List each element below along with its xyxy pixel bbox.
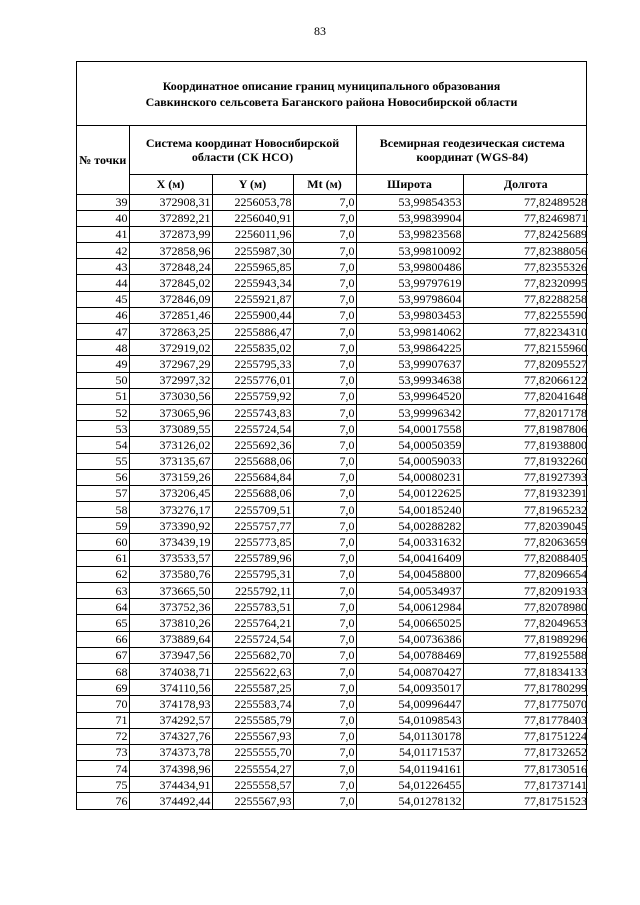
cell-y: 2255585,79 [212, 712, 293, 728]
cell-point-no: 48 [77, 340, 129, 356]
cell-x: 373947,56 [129, 647, 212, 663]
cell-point-no: 68 [77, 663, 129, 679]
cell-point-no: 76 [77, 793, 129, 809]
cell-x: 373206,45 [129, 485, 212, 501]
cell-y: 2255709,51 [212, 502, 293, 518]
cell-longitude: 77,81932391 [463, 485, 588, 501]
cell-y: 2255682,70 [212, 647, 293, 663]
cell-point-no: 59 [77, 518, 129, 534]
cell-mt: 7,0 [293, 469, 356, 485]
cell-latitude: 54,00122625 [356, 485, 463, 501]
cell-latitude: 53,99864225 [356, 340, 463, 356]
cell-longitude: 77,81989296 [463, 631, 588, 647]
table-row [77, 307, 588, 323]
cell-y: 2255692,36 [212, 437, 293, 453]
cell-longitude: 77,82388056 [463, 243, 588, 259]
cell-point-no: 51 [77, 388, 129, 404]
table-row [77, 340, 588, 356]
cell-latitude: 54,00017558 [356, 421, 463, 437]
cell-y: 2255757,77 [212, 518, 293, 534]
cell-point-no: 70 [77, 696, 129, 712]
cell-y: 2255587,25 [212, 680, 293, 696]
cell-mt: 7,0 [293, 583, 356, 599]
cell-x: 374492,44 [129, 793, 212, 809]
cell-mt: 7,0 [293, 550, 356, 566]
cell-y: 2255743,83 [212, 404, 293, 420]
cell-mt: 7,0 [293, 534, 356, 550]
cell-x: 373580,76 [129, 566, 212, 582]
cell-x: 372892,21 [129, 210, 212, 226]
table-row [77, 663, 588, 679]
cell-mt: 7,0 [293, 243, 356, 259]
cell-y: 2255792,11 [212, 583, 293, 599]
cell-y: 2255835,02 [212, 340, 293, 356]
cell-y: 2255789,96 [212, 550, 293, 566]
cell-longitude: 77,81730516 [463, 761, 588, 777]
cell-x: 373159,26 [129, 469, 212, 485]
cell-point-no: 66 [77, 631, 129, 647]
cell-latitude: 54,00331632 [356, 534, 463, 550]
cell-mt: 7,0 [293, 761, 356, 777]
cell-point-no: 55 [77, 453, 129, 469]
cell-mt: 7,0 [293, 226, 356, 242]
cell-longitude: 77,81751224 [463, 728, 588, 744]
cell-y: 2256011,96 [212, 226, 293, 242]
cell-y: 2255558,57 [212, 777, 293, 793]
cell-mt: 7,0 [293, 680, 356, 696]
cell-latitude: 53,99797619 [356, 275, 463, 291]
cell-latitude: 53,99803453 [356, 307, 463, 323]
cell-y: 2255764,21 [212, 615, 293, 631]
header-mt: Mt (м) [293, 174, 356, 194]
cell-latitude: 53,99839904 [356, 210, 463, 226]
cell-mt: 7,0 [293, 388, 356, 404]
table-body [77, 194, 588, 809]
cell-latitude: 54,01226455 [356, 777, 463, 793]
cell-longitude: 77,81987806 [463, 421, 588, 437]
cell-point-no: 60 [77, 534, 129, 550]
cell-y: 2255554,27 [212, 761, 293, 777]
coordinates-table [77, 126, 588, 809]
cell-x: 373752,36 [129, 599, 212, 615]
cell-x: 372858,96 [129, 243, 212, 259]
cell-point-no: 63 [77, 583, 129, 599]
table-row [77, 243, 588, 259]
cell-longitude: 77,82088405 [463, 550, 588, 566]
cell-x: 374434,91 [129, 777, 212, 793]
cell-latitude: 54,00050359 [356, 437, 463, 453]
cell-y: 2255684,84 [212, 469, 293, 485]
cell-longitude: 77,82095527 [463, 356, 588, 372]
cell-mt: 7,0 [293, 615, 356, 631]
table-row [77, 324, 588, 340]
cell-mt: 7,0 [293, 404, 356, 420]
cell-point-no: 72 [77, 728, 129, 744]
cell-point-no: 54 [77, 437, 129, 453]
cell-mt: 7,0 [293, 340, 356, 356]
cell-y: 2256053,78 [212, 194, 293, 210]
cell-longitude: 77,82017178 [463, 404, 588, 420]
cell-longitude: 77,81751523 [463, 793, 588, 809]
table-row [77, 388, 588, 404]
cell-point-no: 53 [77, 421, 129, 437]
table-row [77, 469, 588, 485]
table-row [77, 696, 588, 712]
table-row [77, 550, 588, 566]
cell-latitude: 54,00534937 [356, 583, 463, 599]
cell-latitude: 54,00870427 [356, 663, 463, 679]
cell-point-no: 71 [77, 712, 129, 728]
cell-mt: 7,0 [293, 728, 356, 744]
cell-latitude: 54,01098543 [356, 712, 463, 728]
cell-latitude: 54,00080231 [356, 469, 463, 485]
cell-point-no: 74 [77, 761, 129, 777]
cell-mt: 7,0 [293, 421, 356, 437]
cell-longitude: 77,82320995 [463, 275, 588, 291]
cell-longitude: 77,81965232 [463, 502, 588, 518]
cell-mt: 7,0 [293, 631, 356, 647]
cell-latitude: 53,99814062 [356, 324, 463, 340]
cell-x: 372848,24 [129, 259, 212, 275]
cell-point-no: 56 [77, 469, 129, 485]
cell-longitude: 77,81732652 [463, 744, 588, 760]
cell-longitude: 77,82255590 [463, 307, 588, 323]
cell-point-no: 41 [77, 226, 129, 242]
cell-y: 2255900,44 [212, 307, 293, 323]
cell-latitude: 54,00185240 [356, 502, 463, 518]
cell-longitude: 77,82355326 [463, 259, 588, 275]
cell-mt: 7,0 [293, 566, 356, 582]
cell-x: 373276,17 [129, 502, 212, 518]
cell-point-no: 39 [77, 194, 129, 210]
cell-latitude: 54,00458800 [356, 566, 463, 582]
table-row [77, 583, 588, 599]
cell-longitude: 77,82234310 [463, 324, 588, 340]
cell-x: 374038,71 [129, 663, 212, 679]
cell-x: 373089,55 [129, 421, 212, 437]
table-row [77, 259, 588, 275]
table-row [77, 615, 588, 631]
cell-latitude: 54,01130178 [356, 728, 463, 744]
cell-x: 372863,25 [129, 324, 212, 340]
cell-point-no: 46 [77, 307, 129, 323]
cell-x: 372967,29 [129, 356, 212, 372]
table-row [77, 793, 588, 809]
header-y: Y (м) [212, 174, 293, 194]
cell-mt: 7,0 [293, 291, 356, 307]
document-title [77, 62, 586, 126]
table-row [77, 275, 588, 291]
cell-y: 2255688,06 [212, 485, 293, 501]
cell-x: 373135,67 [129, 453, 212, 469]
header-system-local: Система координат Новосибирской области (СК НСО) [129, 126, 356, 174]
cell-mt: 7,0 [293, 485, 356, 501]
header-system-wgs: Всемирная геодезическая система координат (WGS-84) [356, 126, 588, 174]
cell-longitude: 77,81778403 [463, 712, 588, 728]
cell-point-no: 65 [77, 615, 129, 631]
table-row [77, 291, 588, 307]
cell-y: 2255555,70 [212, 744, 293, 760]
cell-point-no: 67 [77, 647, 129, 663]
cell-mt: 7,0 [293, 453, 356, 469]
table-row [77, 404, 588, 420]
cell-mt: 7,0 [293, 777, 356, 793]
cell-x: 372845,02 [129, 275, 212, 291]
cell-x: 373030,56 [129, 388, 212, 404]
cell-longitude: 77,82469871 [463, 210, 588, 226]
table-row [77, 453, 588, 469]
cell-x: 373439,19 [129, 534, 212, 550]
cell-y: 2255776,01 [212, 372, 293, 388]
cell-point-no: 50 [77, 372, 129, 388]
cell-mt: 7,0 [293, 324, 356, 340]
header-latitude: Широта [356, 174, 463, 194]
table-row [77, 518, 588, 534]
cell-mt: 7,0 [293, 793, 356, 809]
cell-latitude: 54,01278132 [356, 793, 463, 809]
cell-point-no: 42 [77, 243, 129, 259]
table-row [77, 421, 588, 437]
cell-latitude: 54,00788469 [356, 647, 463, 663]
table-row [77, 728, 588, 744]
cell-mt: 7,0 [293, 663, 356, 679]
cell-point-no: 57 [77, 485, 129, 501]
cell-y: 2255724,54 [212, 421, 293, 437]
cell-x: 373533,57 [129, 550, 212, 566]
cell-longitude: 77,81925588 [463, 647, 588, 663]
cell-y: 2255688,06 [212, 453, 293, 469]
cell-longitude: 77,82063659 [463, 534, 588, 550]
cell-mt: 7,0 [293, 259, 356, 275]
cell-latitude: 53,99996342 [356, 404, 463, 420]
cell-y: 2255795,33 [212, 356, 293, 372]
cell-point-no: 49 [77, 356, 129, 372]
cell-x: 372851,46 [129, 307, 212, 323]
cell-longitude: 77,82049653 [463, 615, 588, 631]
cell-y: 2255583,74 [212, 696, 293, 712]
header-longitude: Долгота [463, 174, 588, 194]
table-row [77, 372, 588, 388]
cell-point-no: 47 [77, 324, 129, 340]
cell-point-no: 75 [77, 777, 129, 793]
cell-latitude: 53,99907637 [356, 356, 463, 372]
cell-y: 2255773,85 [212, 534, 293, 550]
cell-mt: 7,0 [293, 194, 356, 210]
cell-longitude: 77,81780299 [463, 680, 588, 696]
cell-latitude: 53,99823568 [356, 226, 463, 242]
cell-point-no: 45 [77, 291, 129, 307]
cell-latitude: 54,00059033 [356, 453, 463, 469]
cell-longitude: 77,82288258 [463, 291, 588, 307]
cell-latitude: 54,01194161 [356, 761, 463, 777]
cell-longitude: 77,82091933 [463, 583, 588, 599]
cell-point-no: 52 [77, 404, 129, 420]
cell-longitude: 77,82039045 [463, 518, 588, 534]
cell-x: 373889,64 [129, 631, 212, 647]
cell-mt: 7,0 [293, 518, 356, 534]
cell-longitude: 77,82078980 [463, 599, 588, 615]
cell-y: 2255567,93 [212, 793, 293, 809]
cell-latitude: 54,00996447 [356, 696, 463, 712]
table-row [77, 194, 588, 210]
cell-x: 373810,26 [129, 615, 212, 631]
cell-point-no: 40 [77, 210, 129, 226]
cell-mt: 7,0 [293, 744, 356, 760]
table-row [77, 356, 588, 372]
cell-x: 373390,92 [129, 518, 212, 534]
cell-latitude: 53,99934638 [356, 372, 463, 388]
cell-longitude: 77,82155960 [463, 340, 588, 356]
cell-y: 2255783,51 [212, 599, 293, 615]
cell-mt: 7,0 [293, 696, 356, 712]
cell-latitude: 54,00736386 [356, 631, 463, 647]
cell-longitude: 77,81775070 [463, 696, 588, 712]
cell-longitude: 77,82096654 [463, 566, 588, 582]
table-row [77, 502, 588, 518]
cell-longitude: 77,82066122 [463, 372, 588, 388]
cell-point-no: 73 [77, 744, 129, 760]
cell-y: 2255567,93 [212, 728, 293, 744]
cell-y: 2255921,87 [212, 291, 293, 307]
table-row [77, 210, 588, 226]
cell-longitude: 77,81737141 [463, 777, 588, 793]
table-row [77, 631, 588, 647]
table-row [77, 485, 588, 501]
cell-longitude: 77,82041648 [463, 388, 588, 404]
cell-latitude: 54,00612984 [356, 599, 463, 615]
cell-longitude: 77,82425689 [463, 226, 588, 242]
table-row [77, 647, 588, 663]
cell-y: 2255943,34 [212, 275, 293, 291]
cell-mt: 7,0 [293, 647, 356, 663]
cell-point-no: 64 [77, 599, 129, 615]
cell-mt: 7,0 [293, 372, 356, 388]
cell-x: 372873,99 [129, 226, 212, 242]
cell-x: 374327,76 [129, 728, 212, 744]
cell-point-no: 62 [77, 566, 129, 582]
cell-latitude: 53,99964520 [356, 388, 463, 404]
cell-x: 373665,50 [129, 583, 212, 599]
table-row [77, 712, 588, 728]
table-row [77, 777, 588, 793]
cell-y: 2256040,91 [212, 210, 293, 226]
table-row [77, 437, 588, 453]
cell-x: 373126,02 [129, 437, 212, 453]
cell-y: 2255886,47 [212, 324, 293, 340]
cell-mt: 7,0 [293, 502, 356, 518]
table-row [77, 744, 588, 760]
table-row [77, 566, 588, 582]
cell-point-no: 61 [77, 550, 129, 566]
cell-longitude: 77,82489528 [463, 194, 588, 210]
title-line-1: Координатное описание границ муниципального образования [162, 78, 501, 93]
cell-x: 374373,78 [129, 744, 212, 760]
cell-y: 2255759,92 [212, 388, 293, 404]
cell-latitude: 53,99810092 [356, 243, 463, 259]
cell-longitude: 77,81927393 [463, 469, 588, 485]
cell-latitude: 53,99798604 [356, 291, 463, 307]
cell-latitude: 54,00935017 [356, 680, 463, 696]
table-row [77, 680, 588, 696]
cell-x: 374398,96 [129, 761, 212, 777]
cell-mt: 7,0 [293, 599, 356, 615]
cell-x: 372919,02 [129, 340, 212, 356]
cell-point-no: 69 [77, 680, 129, 696]
cell-longitude: 77,81834133 [463, 663, 588, 679]
cell-x: 372997,32 [129, 372, 212, 388]
cell-y: 2255724,54 [212, 631, 293, 647]
cell-y: 2255987,30 [212, 243, 293, 259]
cell-y: 2255622,63 [212, 663, 293, 679]
cell-longitude: 77,81932260 [463, 453, 588, 469]
cell-latitude: 54,00665025 [356, 615, 463, 631]
cell-y: 2255965,85 [212, 259, 293, 275]
table-row [77, 761, 588, 777]
header-point-no: № точки [77, 126, 129, 194]
cell-point-no: 44 [77, 275, 129, 291]
cell-x: 374292,57 [129, 712, 212, 728]
cell-mt: 7,0 [293, 712, 356, 728]
cell-y: 2255795,31 [212, 566, 293, 582]
cell-x: 374110,56 [129, 680, 212, 696]
coordinates-document [76, 61, 587, 810]
table-row [77, 534, 588, 550]
cell-x: 372846,09 [129, 291, 212, 307]
cell-point-no: 43 [77, 259, 129, 275]
cell-latitude: 54,01171537 [356, 744, 463, 760]
cell-mt: 7,0 [293, 307, 356, 323]
table-row [77, 599, 588, 615]
cell-latitude: 54,00416409 [356, 550, 463, 566]
cell-x: 373065,96 [129, 404, 212, 420]
cell-longitude: 77,81938800 [463, 437, 588, 453]
cell-mt: 7,0 [293, 275, 356, 291]
header-x: X (м) [129, 174, 212, 194]
cell-point-no: 58 [77, 502, 129, 518]
cell-latitude: 53,99854353 [356, 194, 463, 210]
cell-mt: 7,0 [293, 356, 356, 372]
cell-latitude: 54,00288282 [356, 518, 463, 534]
cell-mt: 7,0 [293, 437, 356, 453]
cell-x: 372908,31 [129, 194, 212, 210]
cell-mt: 7,0 [293, 210, 356, 226]
cell-x: 374178,93 [129, 696, 212, 712]
cell-latitude: 53,99800486 [356, 259, 463, 275]
table-row [77, 226, 588, 242]
title-line-2: Савкинского сельсовета Баганского района Новосибирской области [145, 94, 518, 109]
page-number: 83 [314, 24, 326, 38]
